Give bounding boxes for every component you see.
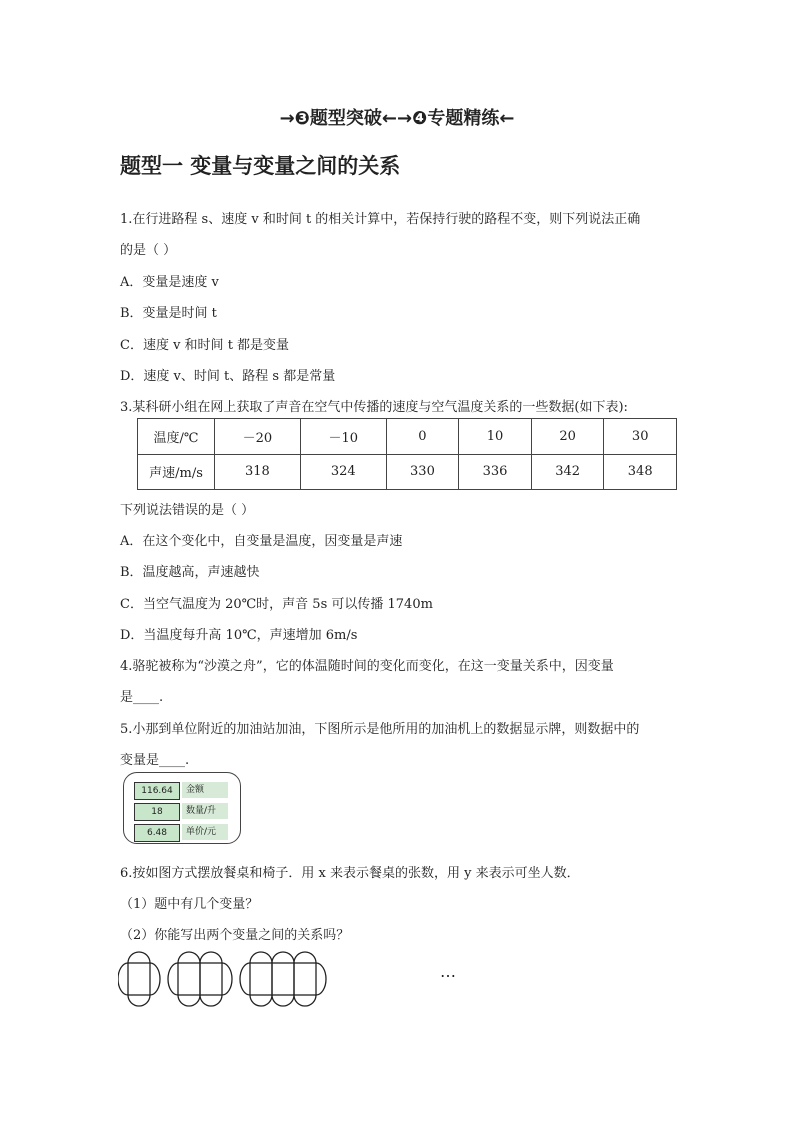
- q6-sub-question-2: （2）你能写出两个变量之间的关系吗？: [120, 928, 350, 943]
- q3-option-a: A．在这个变化中，自变量是温度，因变量是声速: [120, 534, 403, 549]
- section-title: 题型一 变量与变量之间的关系: [120, 154, 401, 178]
- chair: [168, 963, 178, 995]
- q3-question: 下列说法错误的是（ ）: [120, 503, 255, 518]
- chair: [178, 995, 200, 1006]
- pump-value-price: 6.48: [134, 824, 180, 842]
- table-group: [118, 952, 160, 1006]
- pump-value-volume: 18: [134, 803, 180, 821]
- chair: [250, 952, 272, 963]
- table-cell: －10: [300, 419, 386, 455]
- q3-stem: 3.某科研小组在网上获取了声音在空气中传播的速度与空气温度关系的一些数据(如下表):: [120, 400, 628, 415]
- chair: [272, 995, 294, 1006]
- chair: [294, 952, 316, 963]
- q3-option-b: B．温度越高，声速越快: [120, 565, 260, 580]
- chair: [222, 963, 232, 995]
- table-cell: 10: [459, 419, 532, 455]
- pump-label-amount: 金额: [182, 782, 228, 798]
- pump-label-price: 单价/元: [182, 824, 228, 840]
- q1-stem-line2: 的是（ ）: [120, 243, 177, 258]
- q3-option-c: C．当空气温度为 20℃时，声音 5s 可以传播 1740m: [120, 597, 433, 612]
- chair: [200, 952, 222, 963]
- sound-speed-table: [137, 418, 677, 490]
- q4-stem-line1: 4.骆驼被称为“沙漠之舟”，它的体温随时间的变化而变化，在这一变量关系中，因变量: [120, 659, 614, 674]
- dining-table: [178, 963, 200, 995]
- q3-option-d: D．当温度每升高 10℃，声速增加 6m/s: [120, 628, 358, 643]
- q1-stem-line1: 1.在行进路程 s、速度 v 和时间 t 的相关计算中，若保持行驶的路程不变，则下列说法正确: [120, 212, 641, 227]
- q4-stem-line2: 是____.: [120, 690, 164, 705]
- q1-option-a: A．变量是速度 v: [120, 275, 219, 290]
- dining-table: [250, 963, 272, 995]
- table-cell: 330: [386, 454, 459, 490]
- dining-table: [294, 963, 316, 995]
- dining-table: [200, 963, 222, 995]
- table-cell: 30: [604, 419, 677, 455]
- q1-option-b: B．变量是时间 t: [120, 306, 217, 321]
- table-cell: －20: [215, 419, 301, 455]
- table-cell: 336: [459, 454, 532, 490]
- page-header: →❸题型突破←→❹专题精练←: [279, 108, 515, 129]
- q5-stem-line1: 5.小那到单位附近的加油站加油，下图所示是他所用的加油机上的数据显示牌，则数据中的: [120, 722, 640, 737]
- table-group: [240, 952, 326, 1006]
- chair: [200, 995, 222, 1006]
- table-cell: 20: [531, 419, 604, 455]
- chair: [128, 952, 150, 963]
- dining-table: [128, 963, 150, 995]
- fuel-pump-display: [123, 772, 241, 844]
- dining-table: [272, 963, 294, 995]
- chair: [294, 995, 316, 1006]
- chair: [118, 963, 128, 995]
- q5-stem-line2: 变量是____.: [120, 753, 190, 768]
- q6-sub-question-1: （1）题中有几个变量？: [120, 897, 259, 912]
- pump-value-amount: 116.64: [134, 782, 180, 800]
- table-cell: 348: [604, 454, 677, 490]
- ellipsis: …: [440, 962, 456, 981]
- chair: [250, 995, 272, 1006]
- q6-stem: 6.按如图方式摆放餐桌和椅子．用 x 来表示餐桌的张数，用 y 来表示可坐人数．: [120, 866, 580, 881]
- table-cell: 声速/m/s: [138, 454, 215, 490]
- table-row: [138, 419, 677, 455]
- table-cell: 温度/℃: [138, 419, 215, 455]
- chair: [178, 952, 200, 963]
- q1-option-c: C．速度 v 和时间 t 都是变量: [120, 338, 290, 353]
- chair: [316, 963, 326, 995]
- pump-label-volume: 数量/升: [182, 803, 228, 819]
- table-cell: 0: [386, 419, 459, 455]
- table-cell: 318: [215, 454, 301, 490]
- table-group: [168, 952, 232, 1006]
- chair: [272, 952, 294, 963]
- chair: [240, 963, 250, 995]
- chair: [128, 995, 150, 1006]
- q1-option-d: D．速度 v、时间 t、路程 s 都是常量: [120, 369, 336, 384]
- table-cell: 324: [300, 454, 386, 490]
- chair: [150, 963, 160, 995]
- table-cell: 342: [531, 454, 604, 490]
- table-row: [138, 454, 677, 490]
- table-chair-diagram: [118, 948, 458, 1010]
